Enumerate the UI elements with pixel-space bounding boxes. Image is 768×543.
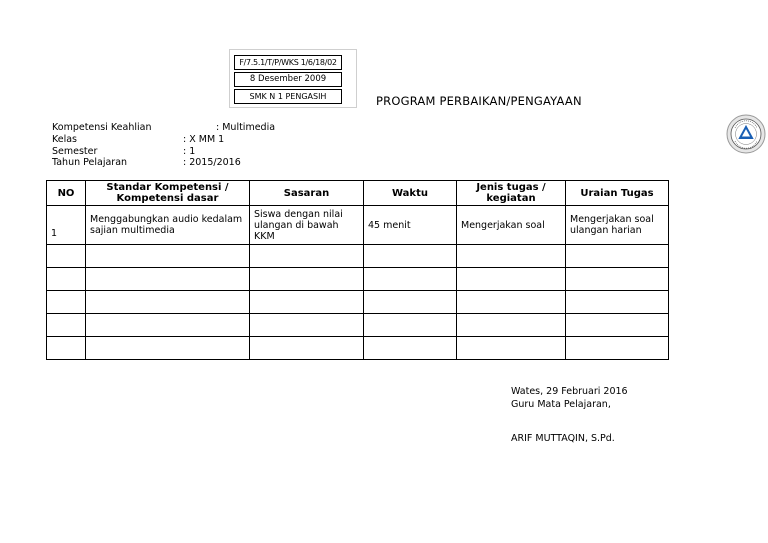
header-standar: Standar Kompetensi / Kompetensi dasar xyxy=(86,181,250,206)
table-row-empty xyxy=(47,291,669,314)
tahun-value: : 2015/2016 xyxy=(183,157,241,168)
iso-certification-seal-icon xyxy=(726,114,766,154)
kelas-value: : X MM 1 xyxy=(183,134,225,145)
semester-label: Semester xyxy=(52,146,98,157)
cell-no: 1 xyxy=(47,206,86,245)
header-waktu: Waktu xyxy=(364,181,457,206)
kelas-label: Kelas xyxy=(52,134,78,145)
signature-place-date: Wates, 29 Februari 2016 xyxy=(511,386,628,397)
kompetensi-label: Kompetensi Keahlian xyxy=(52,122,152,133)
cell-standar: Menggabungkan audio kedalam sajian multimedia xyxy=(86,206,250,245)
header-uraian: Uraian Tugas xyxy=(566,181,669,206)
header-no: NO xyxy=(47,181,86,206)
table-row-empty xyxy=(47,337,669,360)
program-table xyxy=(46,180,669,360)
form-number: F/7.5.1/T/P/WKS 1/6/18/02 xyxy=(234,55,342,70)
cell-jenis: Mengerjakan soal xyxy=(457,206,566,245)
header-sasaran: Sasaran xyxy=(250,181,364,206)
header-jenis: Jenis tugas / kegiatan xyxy=(457,181,566,206)
page-title: PROGRAM PERBAIKAN/PENGAYAAN xyxy=(376,94,582,108)
form-date: 8 Desember 2009 xyxy=(234,72,342,87)
cell-sasaran: Siswa dengan nilai ulangan di bawah KKM xyxy=(250,206,364,245)
cell-waktu: 45 menit xyxy=(364,206,457,245)
table-row-empty xyxy=(47,268,669,291)
table-row-empty xyxy=(47,245,669,268)
school-name: SMK N 1 PENGASIH xyxy=(234,89,342,104)
table-row xyxy=(47,206,669,245)
table-header-row xyxy=(47,181,669,206)
tahun-label: Tahun Pelajaran xyxy=(52,157,128,168)
semester-value: : 1 xyxy=(183,146,196,157)
signature-role: Guru Mata Pelajaran, xyxy=(511,399,611,410)
cell-uraian: Mengerjakan soal ulangan harian xyxy=(566,206,669,245)
signature-name: ARIF MUTTAQIN, S.Pd. xyxy=(511,433,615,444)
table-row-empty xyxy=(47,314,669,337)
kompetensi-value: : Multimedia xyxy=(216,122,276,133)
